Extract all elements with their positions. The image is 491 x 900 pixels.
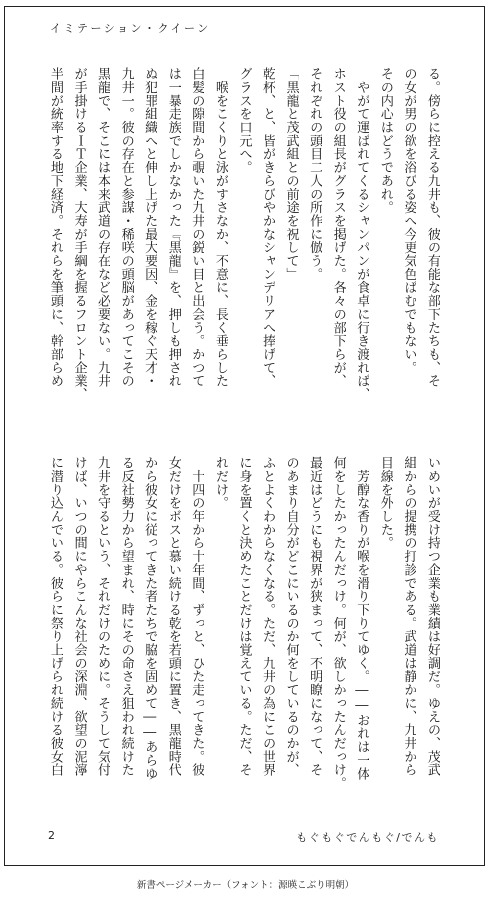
text-line: 喉をこくりと泳がすさなか、不意に、長く垂らした [212,67,228,388]
text-line: 何をしたかったんだっけ。何が、欲しかったんだっけ。 [330,456,346,790]
page-number: 2 [48,829,55,842]
text-line: 目線を外した。 [377,456,393,550]
text-line: 最近はどうにも視界が狭まって、不明瞭になって、そ [307,456,323,777]
author-credit: もぐもぐでんもぐ/でんも [296,831,439,844]
text-line: グラスを口元へ。 [236,67,252,174]
text-line: に身を置くと決めたことだけは覚えている。ただ、そ [236,456,252,777]
text-line: けば、いつの間にやらこんな社会の深淵、欲望の泥濘 [71,456,87,777]
text-line: 黒龍で、そこには本来武道の存在など必要ない。九井 [95,67,111,388]
text-line: る反社勢力から望まれ、時にその命さえ狙われ続けた [118,456,134,777]
text-line: ぬ犯罪組織へと伸し上げた最大要因、金を稼ぐ天才・ [142,67,158,388]
text-line: それぞれの頭目二人の所作に倣う。 [307,67,323,281]
text-line: は一暴走族でしかなかった『黒龍』を、押しも押され [165,67,181,388]
text-line: 九井を守るという、それだけのために。そうして気付 [95,456,111,777]
text-line: 「黒龍と茂武組との前途を祝して」 [283,67,299,281]
generator-footer: 新書ページメーカー（フォント：源暎こぶり明朝） [136,880,355,891]
text-line: れだけ。 [212,456,228,510]
text-line: 乾杯、と、皆がきらびやかなシャンデリアへ捧げて、 [260,67,276,388]
text-line: 白髪の隙間から覗いた九井の鋭い目と出会う。かつて [189,67,205,388]
text-line: る。傍らに控える九井も、彼の有能な部下たちも、そ [425,67,440,388]
text-line: 半間が統率する地下経済。それらを筆頭に、幹部らめ [48,67,63,388]
text-line: ホスト役の組長がグラスを掲げた。各々の部下らが、 [330,67,346,388]
text-line: その内心はどうであれ。 [377,67,393,214]
text-line: 組からの提携の打診である。武道は静かに、九井から [401,456,417,777]
lower-text-block [48,456,440,818]
text-line: いめいが受け持つ企業も業績は好調だ。ゆえの、茂武 [425,456,440,777]
text-line: の女が男の欲を浴びる姿へ今更気色ばむでもない。 [401,67,417,375]
text-line: 女だけをボスと慕い続ける乾を若頭に置き、黒龍時代 [165,456,181,777]
text-line: やがて運ばれてくるシャンパンが食卓に行き渡れば、 [354,67,370,401]
text-line: から彼女に従ってきた者たちで脇を固めて――あらゆ [142,456,158,780]
text-line: のあまり自分がどこにいるのか何をしているのかが、 [283,456,299,777]
text-line: に潜り込んでいる。彼らに祭り上げられ続ける彼女白 [48,456,63,777]
running-title: イミテーション・クイーン [50,22,211,35]
text-line: ふとよくわからなくなる。ただ、九井の為にこの世界 [260,456,276,777]
text-line: 十四の年から十年間、ずっと、ひた走ってきた。彼 [189,456,205,777]
upper-text-block [48,67,440,435]
text-line: 芳醇な香りが喉を滑り下りてゆく。――おれは一体 [354,456,370,780]
text-line: が手掛けるＩＴ企業、大寿が手綱を握るフロント企業、 [71,67,87,401]
text-line: 九井一。彼の存在と参謀・稀咲の頭脳があってこその [118,67,134,388]
